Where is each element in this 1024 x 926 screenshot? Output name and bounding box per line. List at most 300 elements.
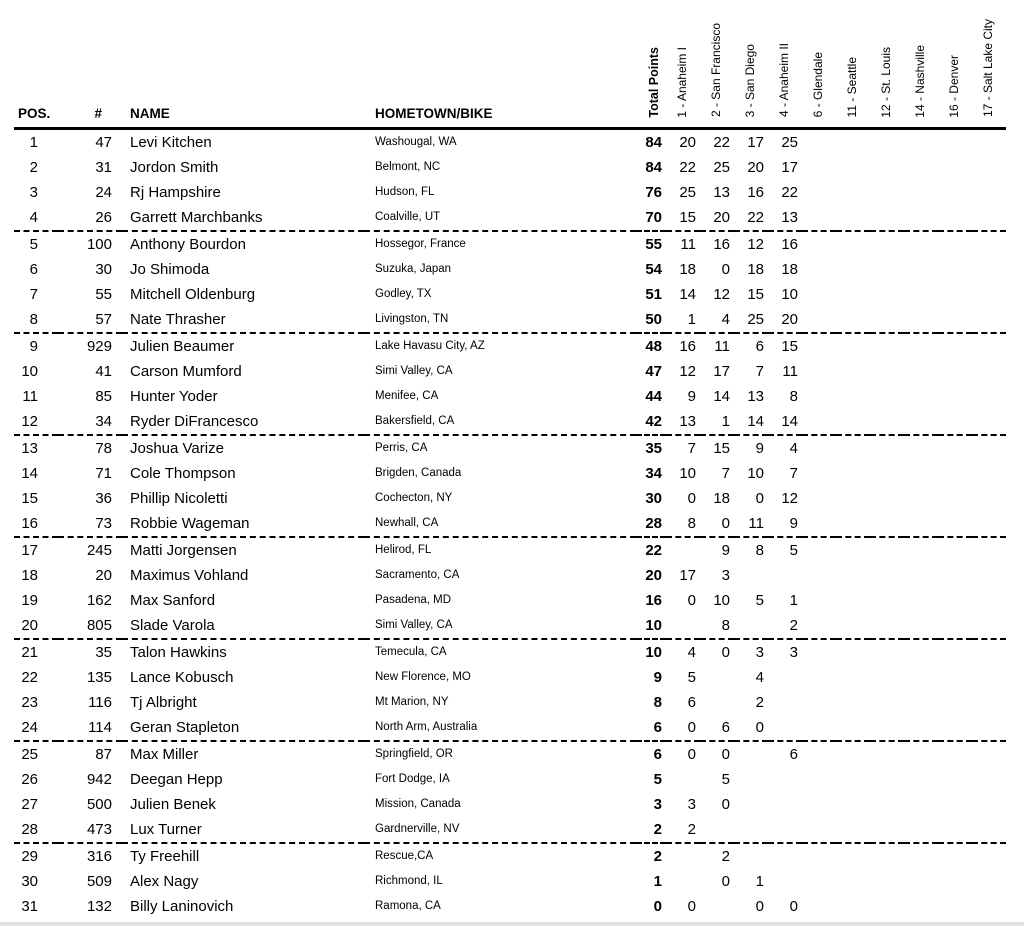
cell-rider-name: Rj Hampshire (130, 183, 221, 201)
cell-round-8-points (904, 435, 938, 461)
cell-round-4-points: 11 (782, 362, 798, 380)
cell-round-10-points (972, 128, 1006, 155)
cell-round-5-points (802, 486, 836, 511)
cell-round-9-points (938, 333, 972, 359)
cell-round-2-points: 0 (721, 745, 730, 763)
cell-position: 17 (21, 541, 38, 559)
cell-round-10-points (972, 205, 1006, 231)
cell-hometown: Bakersfield, CA (364, 409, 636, 435)
cell-round-9-points (938, 665, 972, 690)
cell-round-9-points (938, 180, 972, 205)
table-row (14, 384, 1006, 409)
cell-round-5-points (802, 563, 836, 588)
cell-round-5-points (802, 128, 836, 155)
round-label: 3 - San Diego (743, 44, 757, 118)
cell-rider-name: Max Sanford (130, 591, 216, 609)
cell-round-10-points (972, 843, 1006, 869)
cell-rider-number: 162 (86, 591, 112, 609)
cell-round-8-points (904, 665, 938, 690)
cell-round-2-points: 1 (700, 409, 734, 435)
cell-round-3-points (734, 767, 768, 792)
cell-round-7-points (870, 461, 904, 486)
cell-position: 25 (21, 745, 38, 763)
cell-total-points: 28 (636, 511, 666, 537)
cell-rider-name: Billy Laninovich (130, 897, 234, 915)
cell-total-points: 50 (636, 307, 666, 333)
cell-total-points: 35 (645, 439, 662, 457)
cell-position: 4 (14, 205, 58, 231)
cell-round-2-points: 3 (721, 566, 730, 584)
cell-total-points: 16 (645, 591, 662, 609)
cell-total-points: 22 (645, 541, 662, 559)
cell-round-3-points: 6 (755, 337, 764, 355)
cell-position: 29 (21, 847, 38, 865)
col-header-total-points (636, 0, 666, 128)
cell-total-points: 30 (645, 489, 662, 507)
cell-round-3-points (734, 563, 768, 588)
cell-round-10-points (972, 665, 1006, 690)
cell-round-7-points (870, 409, 904, 435)
cell-round-1-points: 0 (666, 715, 700, 741)
cell-round-7-points (870, 690, 904, 715)
cell-round-1-points (666, 869, 700, 894)
cell-round-2-points: 6 (700, 715, 734, 741)
cell-round-4-points (768, 817, 802, 843)
cell-round-8-points (904, 128, 938, 155)
cell-round-6-points (836, 741, 870, 767)
cell-round-6-points (836, 205, 870, 231)
cell-rider-name: Julien Beaumer (130, 337, 235, 355)
cell-rider-number: 87 (95, 745, 112, 763)
cell-rider-number: 805 (58, 613, 122, 639)
cell-round-10-points (972, 282, 1006, 307)
col-header-round-7 (870, 0, 904, 128)
cell-round-5-points (802, 359, 836, 384)
cell-round-6-points (836, 869, 870, 894)
round-label: 6 - Glendale (811, 52, 825, 118)
table-row (14, 257, 1006, 282)
cell-round-4-points: 1 (789, 591, 798, 609)
cell-round-6-points (836, 461, 870, 486)
cell-round-1-points: 18 (679, 260, 696, 278)
cell-round-4-points: 6 (789, 745, 798, 763)
cell-round-5-points (802, 894, 836, 919)
cell-rider-name: Alex Nagy (130, 872, 199, 890)
col-header-round-8 (904, 0, 938, 128)
cell-rider-name: Phillip Nicoletti (130, 489, 228, 507)
cell-position: 19 (21, 591, 38, 609)
cell-hometown: Suzuka, Japan (375, 262, 452, 275)
cell-position: 6 (29, 260, 38, 278)
cell-rider-number: 316 (86, 847, 112, 865)
cell-rider-name: Robbie Wageman (122, 511, 364, 537)
col-header-round-4 (768, 0, 802, 128)
cell-round-5-points (802, 384, 836, 409)
cell-rider-name: Lance Kobusch (130, 668, 234, 686)
cell-round-5-points (802, 333, 836, 359)
cell-round-5-points (802, 511, 836, 537)
cell-round-2-points: 14 (713, 387, 730, 405)
cell-round-6-points (836, 257, 870, 282)
cell-round-3-points: 13 (747, 387, 764, 405)
cell-round-3-points: 15 (747, 285, 764, 303)
cell-round-3-points: 5 (755, 591, 764, 609)
table-row (14, 563, 1006, 588)
cell-round-2-points: 0 (721, 872, 730, 890)
cell-round-2-points: 0 (721, 643, 730, 661)
cell-round-1-points: 7 (687, 439, 696, 457)
cell-round-10-points (972, 817, 1006, 843)
cell-round-3-points: 25 (734, 307, 768, 333)
cell-round-4-points: 14 (768, 409, 802, 435)
cell-rider-number: 30 (95, 260, 112, 278)
total-points-label: Total Points (647, 46, 661, 118)
cell-rider-name: Deegan Hepp (130, 770, 223, 788)
cell-round-7-points (870, 537, 904, 563)
cell-round-2-points: 25 (713, 158, 730, 176)
col-header-round-1 (666, 0, 700, 128)
cell-round-2-points: 5 (721, 770, 730, 788)
table-row (14, 613, 1006, 639)
cell-round-10-points (972, 715, 1006, 741)
cell-rider-number: 57 (58, 307, 122, 333)
cell-round-10-points (972, 486, 1006, 511)
cell-hometown: Mission, Canada (375, 797, 461, 810)
cell-round-10-points (972, 588, 1006, 613)
cell-rider-name: Ty Freehill (130, 847, 200, 865)
cell-total-points: 34 (645, 464, 662, 482)
cell-round-7-points (870, 435, 904, 461)
cell-round-4-points: 3 (789, 643, 798, 661)
cell-round-5-points (802, 665, 836, 690)
table-row (14, 690, 1006, 715)
cell-round-5-points (802, 767, 836, 792)
cell-round-8-points (904, 639, 938, 665)
table-row (14, 486, 1006, 511)
cell-round-4-points: 8 (789, 387, 798, 405)
table-row (14, 639, 1006, 665)
cell-round-10-points (972, 333, 1006, 359)
cell-total-points: 2 (636, 817, 666, 843)
cell-total-points: 6 (636, 715, 666, 741)
cell-round-10-points (972, 231, 1006, 257)
cell-round-9-points (938, 486, 972, 511)
cell-round-2-points: 0 (721, 260, 730, 278)
cell-round-6-points (836, 180, 870, 205)
cell-round-8-points (904, 359, 938, 384)
cell-round-2-points: 4 (700, 307, 734, 333)
cell-round-1-points: 9 (687, 387, 696, 405)
cell-rider-number: 36 (95, 489, 112, 507)
cell-round-8-points (904, 257, 938, 282)
cell-round-5-points (802, 257, 836, 282)
cell-total-points: 20 (645, 566, 662, 584)
cell-rider-name: Mitchell Oldenburg (130, 285, 256, 303)
cell-round-7-points (870, 843, 904, 869)
cell-rider-name: Levi Kitchen (130, 133, 212, 151)
table-row (14, 409, 1006, 435)
cell-round-4-points: 5 (789, 541, 798, 559)
cell-round-4-points: 22 (781, 183, 798, 201)
col-header-pos: POS. (14, 0, 58, 128)
cell-hometown: New Florence, MO (375, 670, 471, 683)
cell-round-9-points (938, 869, 972, 894)
cell-hometown: North Arm, Australia (364, 715, 636, 741)
round-label: 1 - Anaheim I (675, 46, 689, 118)
cell-hometown: Simi Valley, CA (364, 613, 636, 639)
cell-round-9-points (938, 792, 972, 817)
cell-total-points: 84 (645, 158, 662, 176)
cell-rider-number: 245 (86, 541, 112, 559)
cell-round-6-points (836, 409, 870, 435)
cell-round-2-points (700, 817, 734, 843)
cell-round-5-points (802, 869, 836, 894)
cell-round-1-points: 0 (687, 591, 696, 609)
cell-rider-name: Hunter Yoder (130, 387, 218, 405)
cell-position: 26 (21, 770, 38, 788)
cell-round-4-points (768, 792, 802, 817)
cell-round-8-points (904, 180, 938, 205)
cell-rider-name: Joshua Varize (130, 439, 224, 457)
cell-round-7-points (870, 639, 904, 665)
table-row (14, 205, 1006, 231)
cell-hometown: Gardnerville, NV (364, 817, 636, 843)
table-row (14, 843, 1006, 869)
cell-round-1-points (666, 537, 700, 563)
cell-total-points: 48 (645, 337, 662, 355)
table-row (14, 282, 1006, 307)
cell-rider-number: 20 (95, 566, 112, 584)
cell-position: 24 (14, 715, 58, 741)
cell-total-points: 54 (645, 260, 662, 278)
cell-hometown: Fort Dodge, IA (375, 772, 450, 785)
cell-round-8-points (904, 869, 938, 894)
cell-position: 12 (14, 409, 58, 435)
cell-round-5-points (802, 231, 836, 257)
cell-hometown: Menifee, CA (375, 389, 439, 402)
cell-hometown: Richmond, IL (375, 874, 443, 887)
cell-rider-name: Anthony Bourdon (130, 235, 246, 253)
cell-round-9-points (938, 155, 972, 180)
cell-round-6-points (836, 817, 870, 843)
cell-round-10-points (972, 384, 1006, 409)
cell-position: 7 (29, 285, 38, 303)
cell-round-9-points (938, 563, 972, 588)
cell-round-8-points (904, 715, 938, 741)
cell-round-6-points (836, 231, 870, 257)
cell-round-2-points: 7 (721, 464, 730, 482)
table-row (14, 767, 1006, 792)
round-label: 17 - Salt Lake City (981, 19, 995, 118)
cell-hometown: Perris, CA (375, 441, 428, 454)
cell-total-points: 2 (653, 847, 662, 865)
round-label: 2 - San Francisco (709, 23, 723, 118)
cell-round-8-points (904, 155, 938, 180)
cell-round-3-points: 2 (755, 693, 764, 711)
cell-round-8-points (904, 537, 938, 563)
table-row (14, 894, 1006, 919)
cell-round-9-points (938, 205, 972, 231)
cell-round-3-points: 9 (755, 439, 764, 457)
cell-round-8-points (904, 792, 938, 817)
cell-round-7-points (870, 741, 904, 767)
cell-round-1-points: 14 (679, 285, 696, 303)
cell-rider-name: Lux Turner (122, 817, 364, 843)
table-row (14, 231, 1006, 257)
cell-round-8-points (904, 817, 938, 843)
cell-rider-number: 132 (86, 897, 112, 915)
cell-hometown: Rescue,CA (375, 849, 434, 862)
cell-total-points: 47 (645, 362, 662, 380)
cell-round-5-points (802, 461, 836, 486)
cell-round-5-points (802, 639, 836, 665)
cell-total-points: 3 (653, 795, 662, 813)
cell-rider-number: 100 (86, 235, 112, 253)
cell-round-3-points (734, 817, 768, 843)
col-header-round-10 (972, 0, 1006, 128)
cell-round-3-points: 18 (747, 260, 764, 278)
cell-round-8-points (904, 282, 938, 307)
cell-round-1-points (666, 613, 700, 639)
cell-round-1-points: 0 (687, 745, 696, 763)
cell-total-points: 10 (636, 613, 666, 639)
cell-total-points: 8 (653, 693, 662, 711)
cell-position: 2 (29, 158, 38, 176)
table-row (14, 155, 1006, 180)
cell-round-4-points (768, 843, 802, 869)
cell-rider-number: 31 (95, 158, 112, 176)
cell-round-7-points (870, 359, 904, 384)
cell-rider-number: 929 (86, 337, 112, 355)
cell-round-7-points (870, 333, 904, 359)
cell-rider-name: Talon Hawkins (130, 643, 227, 661)
cell-position: 10 (21, 362, 38, 380)
cell-round-7-points (870, 180, 904, 205)
cell-round-9-points (938, 282, 972, 307)
cell-position: 15 (21, 489, 38, 507)
cell-round-7-points (870, 792, 904, 817)
cell-round-6-points (836, 384, 870, 409)
cell-round-9-points (938, 511, 972, 537)
cell-rider-number: 114 (58, 715, 122, 741)
cell-hometown: Newhall, CA (364, 511, 636, 537)
cell-round-1-points (666, 843, 700, 869)
cell-rider-name: Julien Benek (130, 795, 216, 813)
cell-round-4-points (768, 869, 802, 894)
cell-round-6-points (836, 613, 870, 639)
cell-hometown: Simi Valley, CA (375, 364, 453, 377)
cell-rider-number: 35 (95, 643, 112, 661)
cell-rider-number: 942 (86, 770, 112, 788)
table-row (14, 180, 1006, 205)
cell-rider-name: Cole Thompson (130, 464, 236, 482)
cell-position: 16 (14, 511, 58, 537)
col-header-round-9 (938, 0, 972, 128)
cell-round-5-points (802, 792, 836, 817)
cell-round-1-points: 1 (666, 307, 700, 333)
cell-round-3-points: 22 (734, 205, 768, 231)
cell-round-5-points (802, 613, 836, 639)
cell-round-7-points (870, 588, 904, 613)
cell-rider-number: 26 (58, 205, 122, 231)
cell-round-1-points: 16 (679, 337, 696, 355)
cell-hometown: Ramona, CA (375, 899, 441, 912)
round-label: 11 - Seattle (845, 57, 859, 118)
cell-round-6-points (836, 665, 870, 690)
cell-round-6-points (836, 588, 870, 613)
cell-round-7-points (870, 282, 904, 307)
cell-round-7-points (870, 665, 904, 690)
round-label: 16 - Denver (947, 54, 961, 118)
cell-round-4-points: 7 (789, 464, 798, 482)
cell-position: 3 (29, 183, 38, 201)
cell-round-8-points (904, 563, 938, 588)
table-body (14, 128, 1006, 919)
cell-round-8-points (904, 409, 938, 435)
cell-position: 8 (14, 307, 58, 333)
cell-hometown: Springfield, OR (375, 747, 453, 760)
col-header-round-3 (734, 0, 768, 128)
cell-round-4-points: 12 (781, 489, 798, 507)
cell-position: 27 (21, 795, 38, 813)
cell-hometown: Temecula, CA (375, 645, 447, 658)
cell-round-7-points (870, 384, 904, 409)
cell-round-4-points (768, 690, 802, 715)
cell-round-6-points (836, 359, 870, 384)
cell-round-1-points: 20 (679, 133, 696, 151)
cell-round-3-points: 0 (755, 897, 764, 915)
cell-rider-number: 78 (95, 439, 112, 457)
cell-round-7-points (870, 563, 904, 588)
table-row (14, 461, 1006, 486)
table-row (14, 715, 1006, 741)
table-row (14, 792, 1006, 817)
cell-rider-name: Carson Mumford (130, 362, 242, 380)
cell-round-10-points (972, 359, 1006, 384)
cell-round-4-points: 17 (781, 158, 798, 176)
cell-round-10-points (972, 613, 1006, 639)
cell-round-3-points (734, 843, 768, 869)
cell-rider-name: Jo Shimoda (130, 260, 210, 278)
cell-round-4-points: 13 (768, 205, 802, 231)
cell-round-2-points: 18 (713, 489, 730, 507)
table-row (14, 333, 1006, 359)
cell-round-10-points (972, 767, 1006, 792)
cell-round-2-points: 16 (713, 235, 730, 253)
cell-round-7-points (870, 486, 904, 511)
cell-rider-number: 116 (88, 693, 112, 711)
cell-round-7-points (870, 205, 904, 231)
cell-round-6-points (836, 128, 870, 155)
cell-round-5-points (802, 715, 836, 741)
cell-rider-number: 41 (95, 362, 112, 380)
cell-round-4-points: 18 (781, 260, 798, 278)
cell-round-5-points (802, 843, 836, 869)
cell-rider-name: Tj Albright (130, 693, 197, 711)
cell-position: 22 (21, 668, 38, 686)
cell-round-5-points (802, 588, 836, 613)
cell-round-8-points (904, 767, 938, 792)
cell-round-1-points: 6 (687, 693, 696, 711)
cell-round-3-points (734, 613, 768, 639)
cell-round-5-points (802, 409, 836, 435)
cell-round-2-points (700, 690, 734, 715)
cell-rider-number: 500 (86, 795, 112, 813)
cell-round-9-points (938, 409, 972, 435)
cell-round-1-points: 13 (666, 409, 700, 435)
cell-round-10-points (972, 869, 1006, 894)
cell-round-8-points (904, 307, 938, 333)
